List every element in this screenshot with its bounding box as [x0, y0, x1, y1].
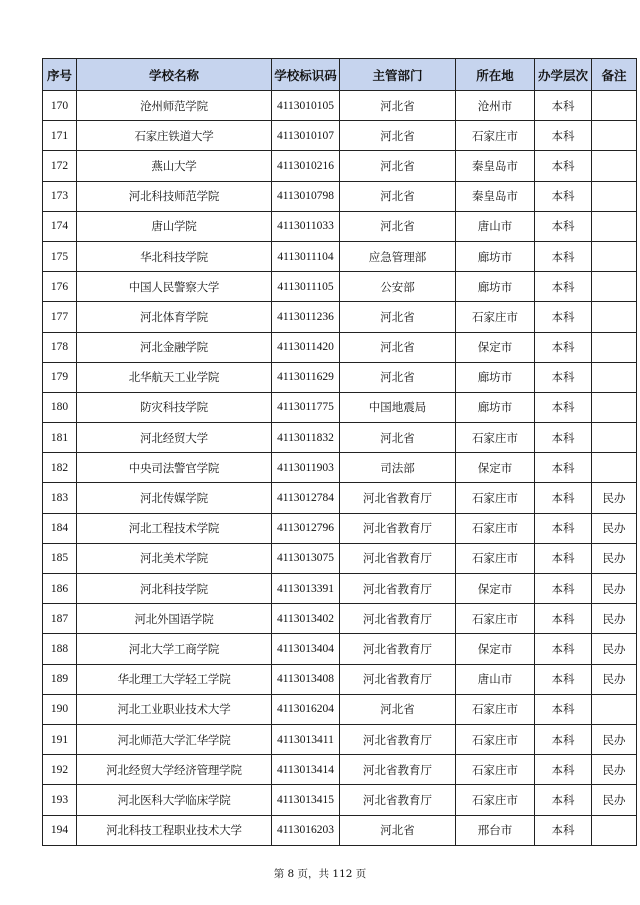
cell-level: 本科 [535, 91, 592, 121]
cell-school-code: 4113011903 [272, 453, 340, 483]
cell-level: 本科 [535, 724, 592, 754]
cell-school-code: 4113016204 [272, 694, 340, 724]
cell-remarks: 民办 [592, 755, 637, 785]
cell-location: 石家庄市 [456, 423, 535, 453]
table-row [43, 634, 637, 664]
cell-remarks [592, 392, 637, 422]
cell-school-code: 4113013415 [272, 785, 340, 815]
table-row [43, 121, 637, 151]
cell-school-name: 北华航天工业学院 [77, 362, 272, 392]
cell-remarks [592, 362, 637, 392]
cell-school-name: 唐山学院 [77, 211, 272, 241]
cell-school-code: 4113013404 [272, 634, 340, 664]
cell-level: 本科 [535, 453, 592, 483]
cell-level: 本科 [535, 272, 592, 302]
cell-location: 廊坊市 [456, 392, 535, 422]
cell-level: 本科 [535, 392, 592, 422]
cell-school-code: 4113013414 [272, 755, 340, 785]
cell-department: 司法部 [340, 453, 456, 483]
schools-table [42, 58, 637, 846]
cell-department: 河北省 [340, 181, 456, 211]
cell-remarks [592, 211, 637, 241]
cell-school-name: 石家庄铁道大学 [77, 121, 272, 151]
cell-index: 193 [43, 785, 77, 815]
table-row [43, 513, 637, 543]
cell-department: 河北省教育厅 [340, 634, 456, 664]
cell-school-code: 4113010105 [272, 91, 340, 121]
cell-location: 邢台市 [456, 815, 535, 845]
cell-level: 本科 [535, 513, 592, 543]
cell-department: 河北省教育厅 [340, 483, 456, 513]
cell-school-code: 4113013408 [272, 664, 340, 694]
cell-department: 河北省教育厅 [340, 755, 456, 785]
cell-department: 河北省 [340, 332, 456, 362]
cell-department: 河北省 [340, 302, 456, 332]
cell-index: 190 [43, 694, 77, 724]
cell-school-code: 4113011420 [272, 332, 340, 362]
cell-remarks [592, 181, 637, 211]
cell-index: 191 [43, 724, 77, 754]
cell-school-name: 河北美术学院 [77, 543, 272, 573]
cell-school-name: 河北经贸大学 [77, 423, 272, 453]
cell-location: 石家庄市 [456, 513, 535, 543]
cell-level: 本科 [535, 755, 592, 785]
header-school-name: 学校名称 [77, 59, 272, 91]
cell-school-name: 河北外国语学院 [77, 604, 272, 634]
cell-school-name: 河北大学工商学院 [77, 634, 272, 664]
table-row [43, 604, 637, 634]
table-row [43, 241, 637, 271]
cell-location: 石家庄市 [456, 302, 535, 332]
table-row [43, 211, 637, 241]
table-row [43, 362, 637, 392]
cell-location: 廊坊市 [456, 241, 535, 271]
cell-location: 石家庄市 [456, 483, 535, 513]
cell-index: 183 [43, 483, 77, 513]
table-header-row [43, 59, 637, 91]
cell-remarks [592, 91, 637, 121]
cell-location: 秦皇岛市 [456, 151, 535, 181]
cell-school-code: 4113011832 [272, 423, 340, 453]
cell-index: 187 [43, 604, 77, 634]
cell-school-name: 河北体育学院 [77, 302, 272, 332]
cell-remarks: 民办 [592, 604, 637, 634]
cell-remarks [592, 694, 637, 724]
cell-index: 189 [43, 664, 77, 694]
cell-department: 河北省教育厅 [340, 574, 456, 604]
cell-remarks: 民办 [592, 785, 637, 815]
cell-remarks [592, 423, 637, 453]
cell-school-code: 4113011236 [272, 302, 340, 332]
cell-department: 河北省 [340, 121, 456, 151]
cell-index: 179 [43, 362, 77, 392]
table-row [43, 724, 637, 754]
cell-school-name: 河北传媒学院 [77, 483, 272, 513]
cell-remarks: 民办 [592, 483, 637, 513]
cell-level: 本科 [535, 604, 592, 634]
header-school-code: 学校标识码 [272, 59, 340, 91]
cell-level: 本科 [535, 151, 592, 181]
cell-level: 本科 [535, 785, 592, 815]
cell-school-code: 4113013402 [272, 604, 340, 634]
cell-location: 保定市 [456, 332, 535, 362]
cell-school-name: 中央司法警官学院 [77, 453, 272, 483]
cell-level: 本科 [535, 302, 592, 332]
cell-remarks: 民办 [592, 724, 637, 754]
cell-remarks [592, 302, 637, 332]
cell-location: 廊坊市 [456, 362, 535, 392]
cell-school-code: 4113011033 [272, 211, 340, 241]
header-level: 办学层次 [535, 59, 592, 91]
cell-index: 178 [43, 332, 77, 362]
header-location: 所在地 [456, 59, 535, 91]
header-remarks: 备注 [592, 59, 637, 91]
cell-location: 唐山市 [456, 664, 535, 694]
cell-index: 174 [43, 211, 77, 241]
cell-level: 本科 [535, 574, 592, 604]
page-footer: 第 8 页，共 112 页 [273, 868, 367, 880]
cell-index: 173 [43, 181, 77, 211]
cell-department: 河北省 [340, 151, 456, 181]
cell-school-name: 河北金融学院 [77, 332, 272, 362]
cell-school-code: 4113013411 [272, 724, 340, 754]
cell-index: 192 [43, 755, 77, 785]
cell-level: 本科 [535, 423, 592, 453]
cell-index: 185 [43, 543, 77, 573]
cell-school-name: 河北工程技术学院 [77, 513, 272, 543]
cell-level: 本科 [535, 121, 592, 151]
cell-index: 172 [43, 151, 77, 181]
cell-location: 保定市 [456, 574, 535, 604]
cell-department: 河北省教育厅 [340, 513, 456, 543]
cell-level: 本科 [535, 634, 592, 664]
cell-remarks: 民办 [592, 574, 637, 604]
table-row [43, 302, 637, 332]
cell-remarks: 民办 [592, 543, 637, 573]
cell-department: 河北省 [340, 362, 456, 392]
header-index: 序号 [43, 59, 77, 91]
cell-school-name: 华北科技学院 [77, 241, 272, 271]
cell-remarks [592, 815, 637, 845]
cell-index: 188 [43, 634, 77, 664]
cell-department: 河北省教育厅 [340, 543, 456, 573]
cell-level: 本科 [535, 664, 592, 694]
cell-index: 186 [43, 574, 77, 604]
cell-level: 本科 [535, 694, 592, 724]
cell-department: 河北省 [340, 423, 456, 453]
cell-school-name: 华北理工大学轻工学院 [77, 664, 272, 694]
cell-school-code: 4113011775 [272, 392, 340, 422]
table-row [43, 543, 637, 573]
cell-remarks [592, 272, 637, 302]
cell-department: 河北省 [340, 815, 456, 845]
cell-location: 石家庄市 [456, 121, 535, 151]
cell-school-code: 4113013391 [272, 574, 340, 604]
cell-department: 公安部 [340, 272, 456, 302]
cell-school-name: 河北科技学院 [77, 574, 272, 604]
cell-department: 河北省 [340, 694, 456, 724]
cell-level: 本科 [535, 332, 592, 362]
cell-school-code: 4113010107 [272, 121, 340, 151]
cell-index: 170 [43, 91, 77, 121]
cell-school-name: 中国人民警察大学 [77, 272, 272, 302]
cell-department: 河北省 [340, 211, 456, 241]
cell-remarks [592, 332, 637, 362]
table-row [43, 785, 637, 815]
cell-department: 中国地震局 [340, 392, 456, 422]
cell-level: 本科 [535, 362, 592, 392]
cell-index: 175 [43, 241, 77, 271]
cell-remarks [592, 241, 637, 271]
cell-remarks [592, 121, 637, 151]
cell-school-name: 河北工业职业技术大学 [77, 694, 272, 724]
cell-level: 本科 [535, 483, 592, 513]
cell-school-code: 4113010798 [272, 181, 340, 211]
cell-index: 180 [43, 392, 77, 422]
cell-department: 河北省 [340, 91, 456, 121]
cell-department: 应急管理部 [340, 241, 456, 271]
cell-remarks [592, 453, 637, 483]
header-department: 主管部门 [340, 59, 456, 91]
cell-school-code: 4113016203 [272, 815, 340, 845]
cell-remarks: 民办 [592, 634, 637, 664]
cell-index: 171 [43, 121, 77, 151]
table-row [43, 181, 637, 211]
cell-school-name: 河北科技师范学院 [77, 181, 272, 211]
cell-school-code: 4113011629 [272, 362, 340, 392]
cell-school-code: 4113013075 [272, 543, 340, 573]
table-row [43, 574, 637, 604]
cell-school-name: 防灾科技学院 [77, 392, 272, 422]
cell-school-name: 河北科技工程职业技术大学 [77, 815, 272, 845]
cell-index: 181 [43, 423, 77, 453]
table-row [43, 272, 637, 302]
cell-remarks: 民办 [592, 513, 637, 543]
table-row [43, 91, 637, 121]
cell-department: 河北省教育厅 [340, 664, 456, 694]
cell-school-code: 4113010216 [272, 151, 340, 181]
table-row [43, 423, 637, 453]
cell-remarks [592, 151, 637, 181]
table-row [43, 453, 637, 483]
cell-index: 177 [43, 302, 77, 332]
table-row [43, 694, 637, 724]
cell-location: 石家庄市 [456, 785, 535, 815]
cell-index: 182 [43, 453, 77, 483]
table-row [43, 332, 637, 362]
cell-level: 本科 [535, 241, 592, 271]
cell-location: 保定市 [456, 634, 535, 664]
cell-school-name: 沧州师范学院 [77, 91, 272, 121]
cell-school-code: 4113011104 [272, 241, 340, 271]
cell-school-name: 河北经贸大学经济管理学院 [77, 755, 272, 785]
table-row [43, 815, 637, 845]
table-row [43, 483, 637, 513]
cell-location: 廊坊市 [456, 272, 535, 302]
cell-location: 沧州市 [456, 91, 535, 121]
cell-location: 唐山市 [456, 211, 535, 241]
cell-level: 本科 [535, 543, 592, 573]
cell-school-code: 4113012796 [272, 513, 340, 543]
cell-level: 本科 [535, 181, 592, 211]
cell-department: 河北省教育厅 [340, 724, 456, 754]
cell-school-name: 燕山大学 [77, 151, 272, 181]
table-row [43, 755, 637, 785]
cell-location: 石家庄市 [456, 755, 535, 785]
cell-school-name: 河北医科大学临床学院 [77, 785, 272, 815]
cell-department: 河北省教育厅 [340, 785, 456, 815]
cell-location: 石家庄市 [456, 724, 535, 754]
cell-school-name: 河北师范大学汇华学院 [77, 724, 272, 754]
cell-index: 184 [43, 513, 77, 543]
cell-location: 保定市 [456, 453, 535, 483]
cell-location: 秦皇岛市 [456, 181, 535, 211]
cell-index: 194 [43, 815, 77, 845]
cell-location: 石家庄市 [456, 694, 535, 724]
cell-location: 石家庄市 [456, 543, 535, 573]
cell-school-code: 4113012784 [272, 483, 340, 513]
table-row [43, 392, 637, 422]
cell-school-code: 4113011105 [272, 272, 340, 302]
cell-level: 本科 [535, 211, 592, 241]
table-body [43, 91, 637, 846]
table-row [43, 151, 637, 181]
cell-location: 石家庄市 [456, 604, 535, 634]
cell-remarks: 民办 [592, 664, 637, 694]
table-row [43, 664, 637, 694]
cell-index: 176 [43, 272, 77, 302]
cell-department: 河北省教育厅 [340, 604, 456, 634]
cell-level: 本科 [535, 815, 592, 845]
